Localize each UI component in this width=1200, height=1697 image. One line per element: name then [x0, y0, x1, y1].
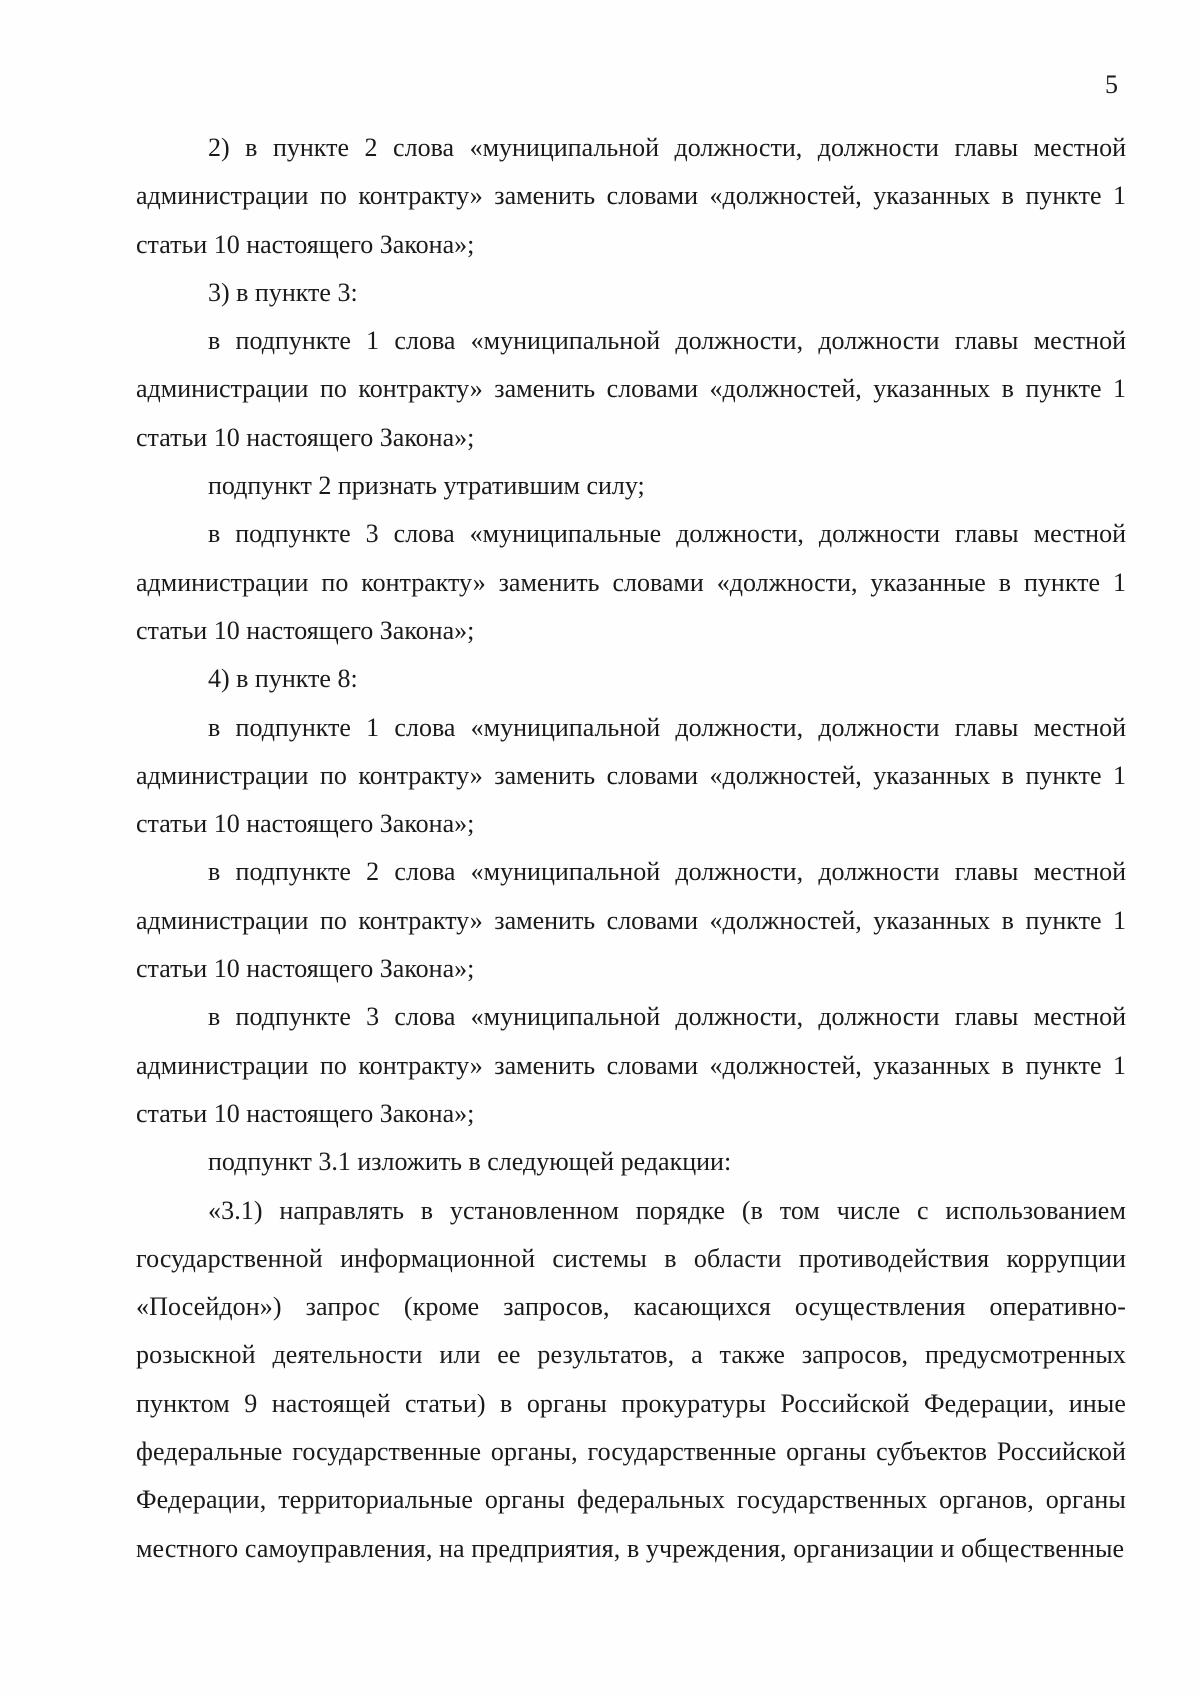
paragraph-subitem-3-2: подпункт 2 признать утратившим силу; [208, 471, 645, 501]
paragraph-subitem-8-2: в подпункте 2 слова «муниципальной должности, должности главы местной администрации по контракту» заменить словами «должностей, указанных в пункте 1 статьи 10 настоящего Закона»; [136, 857, 1126, 984]
paragraph-subitem-8-1: в подпункте 1 слова «муниципальной должности, должности главы местной администрации по контракту» заменить словами «должностей, указанных в пункте 1 статьи 10 настоящего Закона»; [136, 712, 1126, 839]
paragraph-subitem-8-3: в подпункте 3 слова «муниципальной должности, должности главы местной администрации по контракту» заменить словами «должностей, указанных в пункте 1 статьи 10 настоящего Закона»; [136, 1002, 1126, 1128]
paragraph-subitem-3-1-text: «3.1) направлять в установленном порядке (в том числе с использованием государственной информационной системы в области противодействия коррупции «Посейдон») запрос (кроме запросов, касающихся осуществления оперативно-розыскной деятельности или ее результатов, а также запросов, предусмотренных пунктом 9 настоящей статьи) в органы прокуратуры Российской Федерации, иные федеральные государственные органы, государственные органы субъектов Российской Федерации, территориальные органы федеральных государственных органов, органы местного самоуправления, на предприятия, в учреждения, организации и общественные [136, 1195, 1126, 1563]
page-number: 5 [1105, 70, 1118, 99]
paragraph-item-2: 2) в пункте 2 слова «муниципальной должности, должности главы местной администрации по контракту» заменить словами «должностей, указанных в пункте 1 статьи 10 настоящего Закона»; [136, 133, 1126, 259]
paragraph-subitem-3-1: в подпункте 1 слова «муниципальной должности, должности главы местной администрации по контракту» заменить словами «должностей, указанных в пункте 1 статьи 10 настоящего Закона»; [136, 326, 1126, 452]
document-body [136, 124, 1126, 1573]
paragraph-item-3-heading: 3) в пункте 3: [208, 277, 358, 307]
paragraph-subitem-3-1-intro: подпункт 3.1 изложить в следующей редакции: [208, 1147, 732, 1177]
paragraph-item-4-heading: 4) в пункте 8: [208, 664, 358, 694]
paragraph-subitem-3-3: в подпункте 3 слова «муниципальные должности, должности главы местной администрации по контракту» заменить словами «должности, указанные в пункте 1 статьи 10 настоящего Закона»; [136, 519, 1126, 645]
